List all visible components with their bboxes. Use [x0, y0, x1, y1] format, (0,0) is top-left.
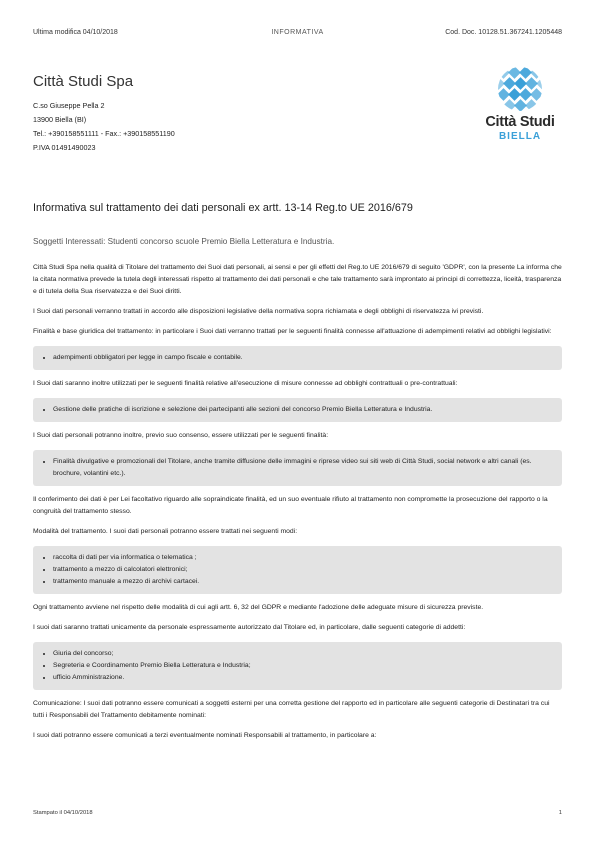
paragraph: Il conferimento dei dati è per Lei facoltativo riguardo alle sopraindicate finalità, ed un suo eventuale rifiuto al trattamento non compromette la prosecuzione del rapporto o la congruità del trattamento stesso.	[33, 496, 548, 515]
list-item: • Finalità divulgative e promozionali del Titolare, anche tramite diffusione delle immagini e riprese video sui siti web di Città Studi, social network e altri canali (es. brochure, volantini etc.).	[53, 456, 552, 480]
company-name: Città Studi Spa	[33, 73, 134, 90]
document-code: Cod. Doc. 10128.51.367241.1205448	[445, 29, 562, 36]
paragraph: Città Studi Spa nella qualità di Titolare del trattamento dei Suoi dati personali, ai sensi e per gli effetti del Reg.to UE 2016/679 di seguito 'GDPR', con la presente La informa che la citata normativa prevede la tutela degli interessati rispetto al trattamento dei dati personali e che tale trattamento sarà improntato ai principi di correttezza, liceità, trasparenza e di tutela della Sua riservatezza e dei Suoi diritti.	[33, 264, 562, 295]
paragraph: Comunicazione: I suoi dati potranno essere comunicati a soggetti esterni per una corretta gestione del rapporto ed in particolare alle seguenti categorie di Destinatari tra cui tutti i Responsabili del Trattamento debitamente nominati:	[33, 700, 550, 719]
printed-date: Stampato il 04/10/2018	[33, 810, 93, 816]
paragraph: I suoi dati potranno essere comunicati a terzi eventualmente nominati Responsabili al trattamento, in particolare a:	[33, 732, 377, 739]
list-item: • Giuria del concorso;	[53, 648, 552, 660]
paragraph: Modalità del trattamento. I suoi dati personali potranno essere trattati nei seguenti modi:	[33, 528, 298, 535]
document-body	[33, 262, 562, 750]
highlight-box	[33, 546, 562, 594]
paragraph: I Suoi dati personali potranno inoltre, previo suo consenso, essere utilizzati per le seguenti finalità:	[33, 432, 329, 439]
globe-logo-icon	[497, 66, 543, 112]
company-address-line: 13900 Biella (BI)	[33, 115, 87, 124]
company-address-line: C.so Giuseppe Pella 2	[33, 101, 105, 110]
bullet-list	[43, 404, 552, 416]
page-number: 1	[558, 810, 562, 816]
bullet-list	[43, 456, 552, 480]
bullet-list	[43, 648, 552, 684]
list-item: • trattamento manuale a mezzo di archivi cartacei.	[53, 576, 552, 588]
paragraph: I suoi dati saranno trattati unicamente da personale espressamente autorizzato dal Titolare ed, in particolare, dalle seguenti categorie di addetti:	[33, 624, 466, 631]
highlight-box	[33, 346, 562, 370]
company-vat: P.IVA 01491490023	[33, 143, 96, 152]
highlight-box	[33, 398, 562, 422]
page-footer	[33, 810, 562, 816]
paragraph: I Suoi dati personali verranno trattati in accordo alle disposizioni legislative della normativa sopra richiamata e degli obblighi di riservatezza ivi previsti.	[33, 308, 484, 315]
document-title: Informativa sul trattamento dei dati personali ex artt. 13-14 Reg.to UE 2016/679	[33, 202, 413, 214]
list-item: • Gestione delle pratiche di iscrizione e selezione dei partecipanti alle sezioni del concorso Premio Biella Letteratura e Industria.	[53, 404, 552, 416]
company-logo	[478, 66, 562, 150]
list-item: • raccolta di dati per via informatica o telematica ;	[53, 552, 552, 564]
header-section-label: INFORMATIVA	[271, 29, 324, 36]
page-header	[33, 29, 562, 41]
list-item: • ufficio Amministrazione.	[53, 672, 552, 684]
data-subjects: Soggetti Interessati: Studenti concorso scuole Premio Biella Letteratura e Industria.	[33, 237, 335, 246]
bullet-list	[43, 552, 552, 588]
company-info	[33, 73, 175, 155]
list-item: • adempimenti obbligatori per legge in campo fiscale e contabile.	[53, 352, 552, 364]
list-item: • Segreteria e Coordinamento Premio Biella Letteratura e Industria;	[53, 660, 552, 672]
highlight-box	[33, 642, 562, 690]
bullet-list	[43, 352, 552, 364]
last-modified: Ultima modifica 04/10/2018	[33, 29, 118, 36]
logo-text-main: Città Studi	[485, 114, 555, 130]
company-phone-fax: Tel.: +390158551111 - Fax.: +390158551190	[33, 129, 175, 138]
logo-text-sub: BIELLA	[498, 131, 542, 142]
paragraph: Finalità e base giuridica del trattamento: in particolare i Suoi dati verranno trattati per le seguenti finalità connesse all'attuazione di adempimenti relativi ad obblighi legislativi:	[33, 328, 552, 335]
paragraph: I Suoi dati saranno inoltre utilizzati per le seguenti finalità relative all'esecuzione di misure connesse ad obblighi contrattuali o pre-contrattuali:	[33, 380, 458, 387]
paragraph: Ogni trattamento avviene nel rispetto delle modalità di cui agli artt. 6, 32 del GDPR e mediante l'adozione delle adeguate misure di sicurezza previste.	[33, 604, 484, 611]
highlight-box	[33, 450, 562, 486]
list-item: • trattamento a mezzo di calcolatori elettronici;	[53, 564, 552, 576]
